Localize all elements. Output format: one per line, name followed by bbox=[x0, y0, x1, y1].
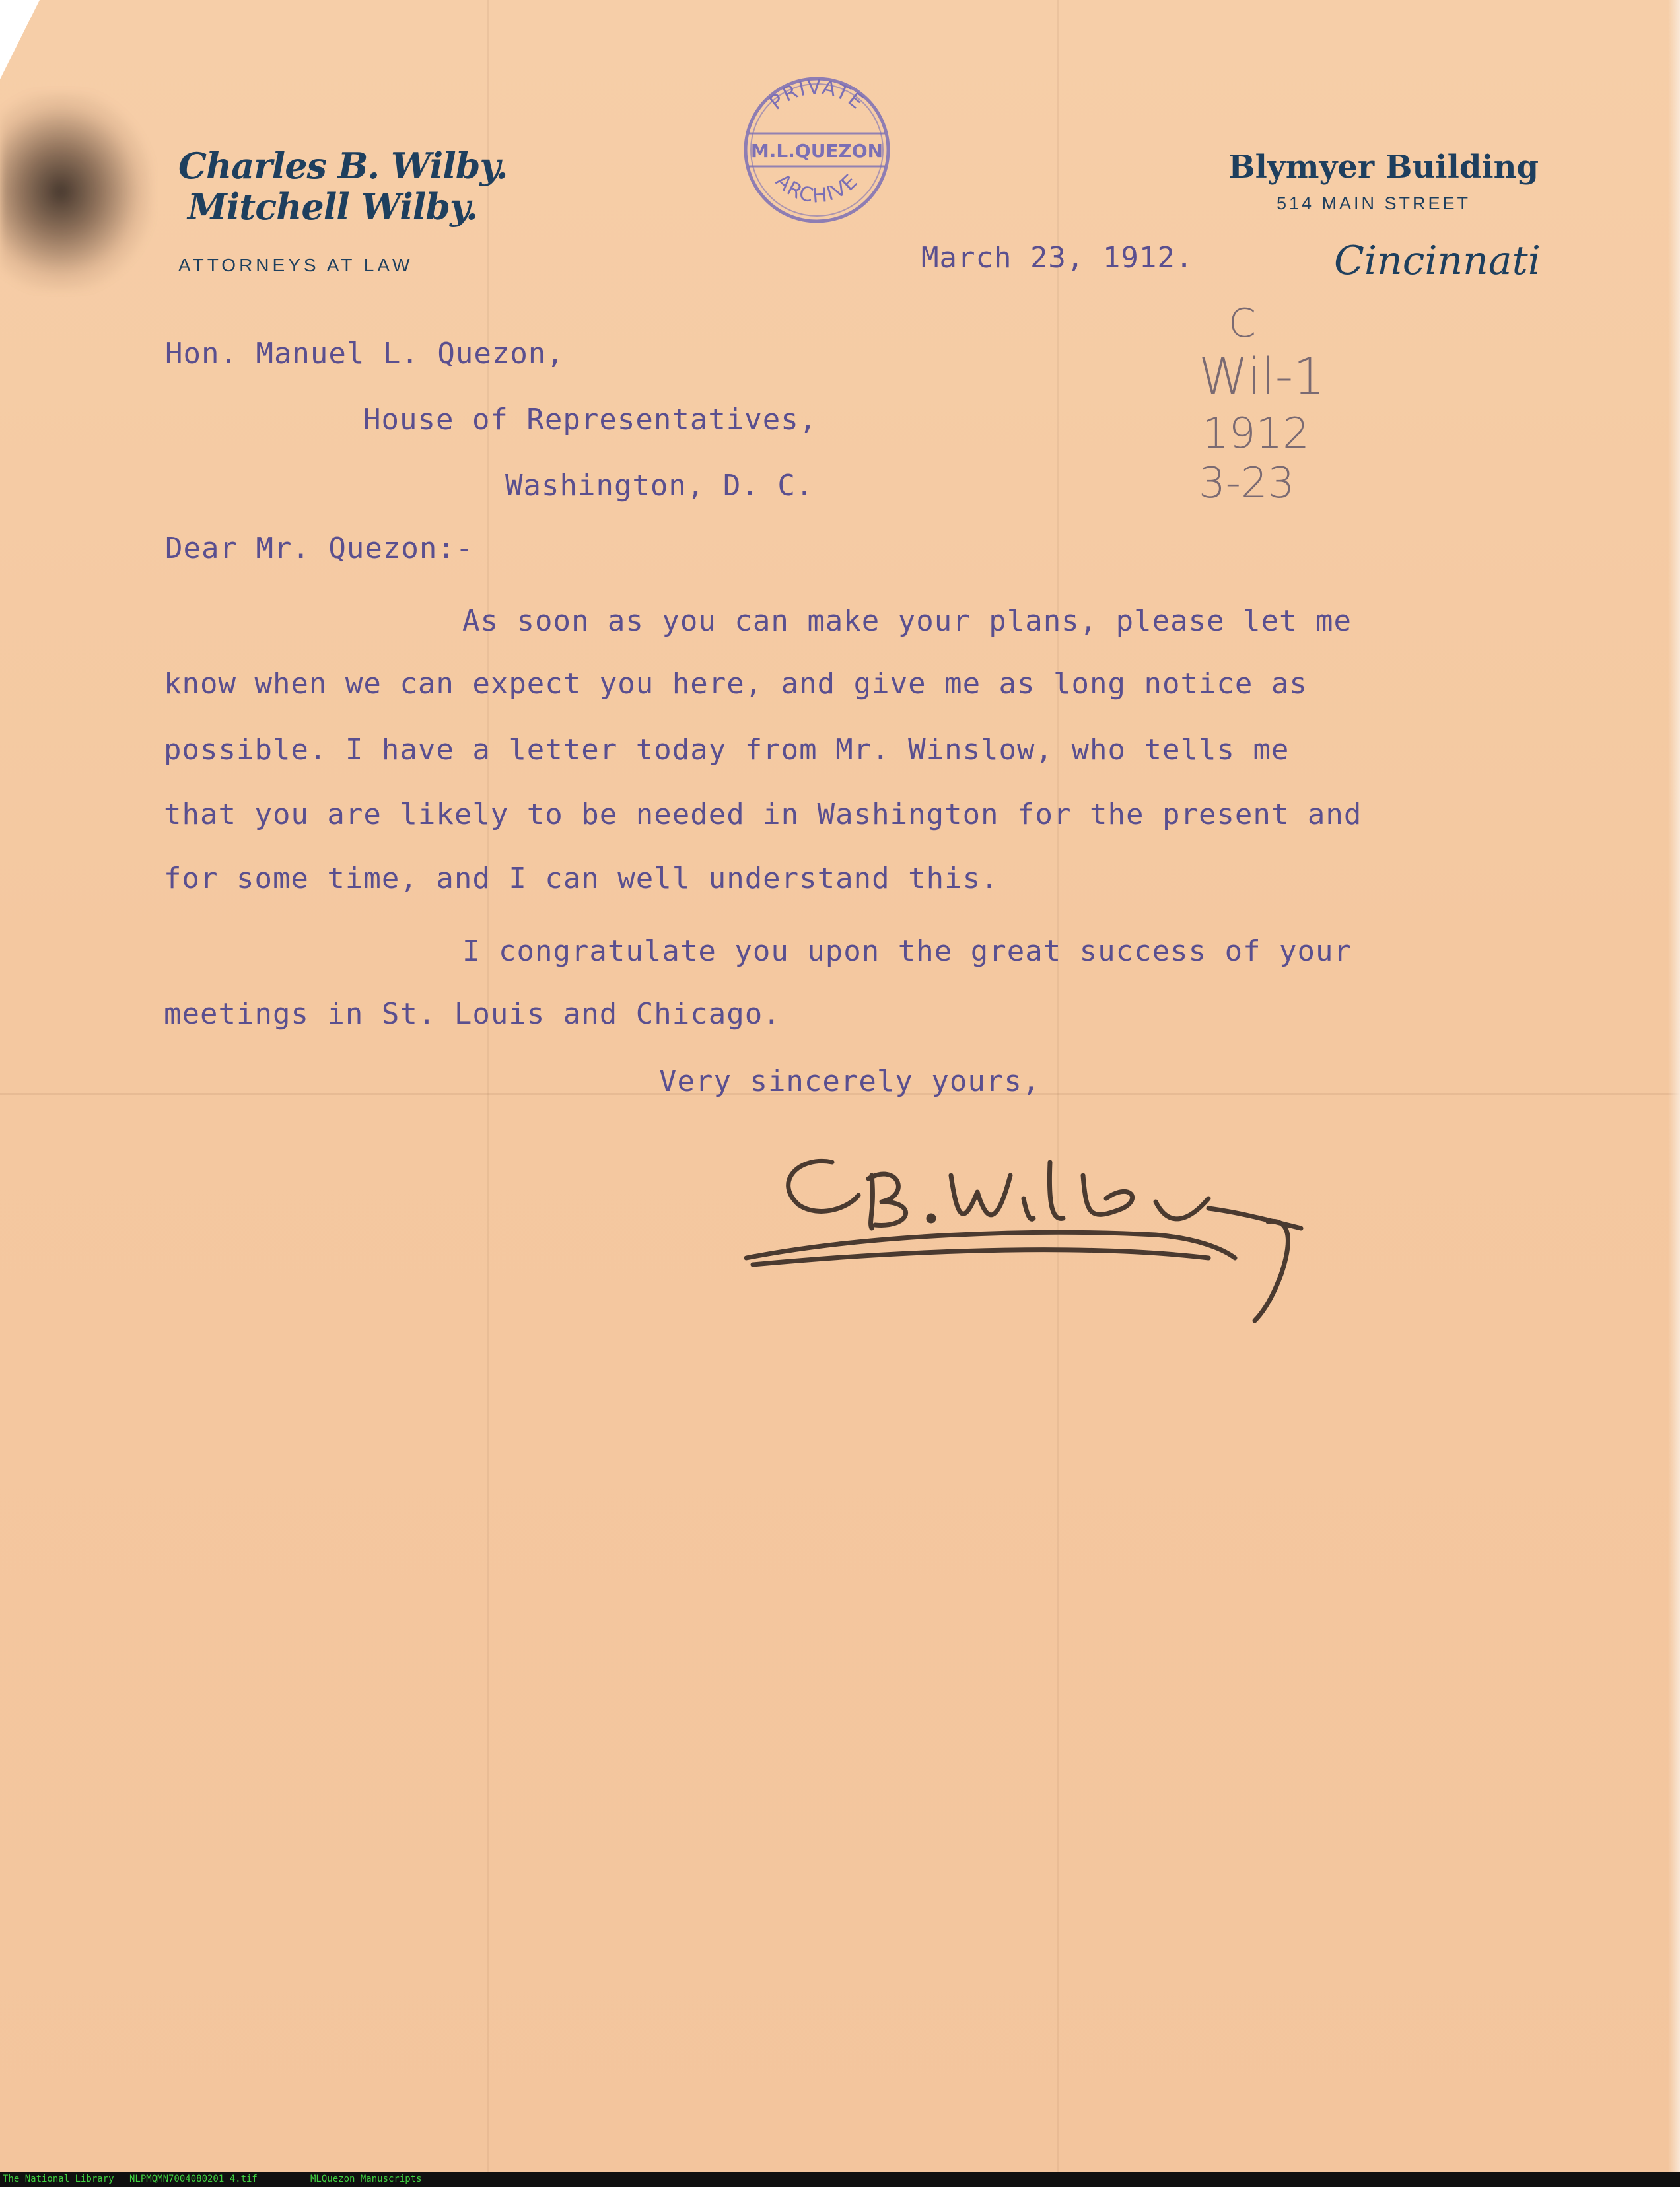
footer-institution: The National Library bbox=[3, 2174, 114, 2184]
annotation-line-4: 3-23 bbox=[1199, 459, 1295, 508]
body-line: for some time, and I can well understand this. bbox=[164, 862, 999, 895]
annotation-line-1: C bbox=[1228, 300, 1256, 347]
annotation-line-2: Wil-1 bbox=[1199, 347, 1325, 405]
closing: Very sincerely yours, bbox=[659, 1064, 1041, 1098]
letterhead-firm bbox=[178, 145, 508, 276]
fold-crease-vertical-right bbox=[1057, 0, 1059, 2172]
archive-stamp bbox=[741, 74, 893, 226]
firm-subtitle: ATTORNEYS AT LAW bbox=[178, 255, 413, 275]
paper-edge bbox=[1668, 0, 1680, 2172]
footer-filename: NLPMQMN7004080201 4.tif bbox=[129, 2174, 258, 2184]
body-line: I congratulate you upon the great success of your bbox=[462, 934, 1352, 968]
address-line-2: House of Representatives, bbox=[363, 403, 818, 436]
stamp-top-text: PRIVATE bbox=[765, 75, 869, 115]
fold-crease-vertical-left bbox=[487, 0, 489, 2172]
handwritten-signature bbox=[733, 1136, 1341, 1334]
footer-collection: MLQuezon Manuscripts bbox=[310, 2174, 422, 2184]
annotation-line-3: 1912 bbox=[1202, 409, 1310, 458]
body-line: that you are likely to be needed in Washington for the present and bbox=[164, 798, 1362, 831]
body-line: As soon as you can make your plans, please let me bbox=[462, 604, 1352, 638]
firm-name-line1: Charles B. Wilby. bbox=[178, 145, 508, 187]
street-address: 514 MAIN STREET bbox=[1276, 193, 1471, 213]
address-line-1: Hon. Manuel L. Quezon, bbox=[165, 337, 565, 370]
city-name: Cincinnati bbox=[1334, 238, 1541, 284]
salutation: Dear Mr. Quezon:- bbox=[165, 532, 474, 565]
letter-date: March 23, 1912. bbox=[921, 241, 1194, 275]
ink-stain bbox=[0, 92, 152, 291]
body-line: meetings in St. Louis and Chicago. bbox=[164, 997, 781, 1031]
letterhead-address bbox=[1228, 149, 1539, 214]
firm-name-line2: Mitchell Wilby. bbox=[188, 186, 478, 228]
body-line: know when we can expect you here, and give me as long notice as bbox=[164, 667, 1308, 701]
building-name: Blymyer Building bbox=[1228, 149, 1539, 186]
address-line-3: Washington, D. C. bbox=[505, 469, 814, 503]
torn-corner bbox=[0, 0, 40, 79]
body-line: possible. I have a letter today from Mr. Winslow, who tells me bbox=[164, 733, 1290, 767]
stamp-bottom-text: ARCHIVE bbox=[771, 169, 863, 208]
stamp-center-text: M.L.QUEZON bbox=[750, 140, 884, 162]
